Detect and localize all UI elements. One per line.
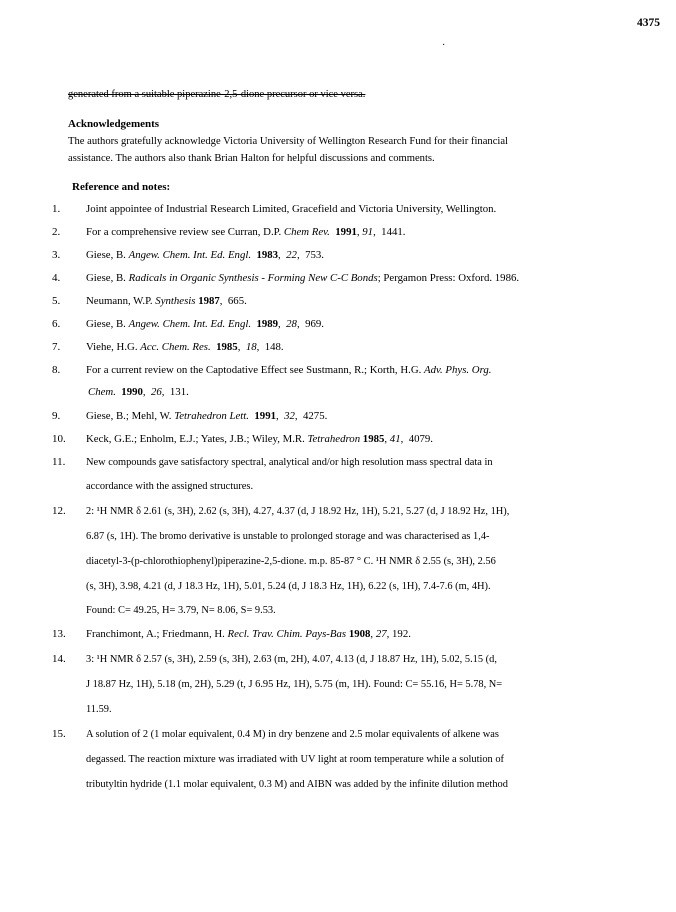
acknowledgements-line: The authors gratefully acknowledge Victoria University of Wellington Research Fund for their financial (68, 136, 508, 147)
ref-number: 4. (52, 272, 61, 284)
ref-text: 11.59. (86, 704, 112, 715)
ref-text: (s, 3H), 3.98, 4.21 (d, J 18.3 Hz, 1H), 5.01, 5.24 (d, J 18.3 Hz, 1H), 6.22 (s, 1H), 7.4-7.6 (m, 4H). (86, 581, 491, 592)
ref-number: 7. (52, 341, 61, 353)
ref-number: 11. (52, 456, 66, 468)
ref-text: Giese, B. Angew. Chem. Int. Ed. Engl. 1989, 28, 969. (86, 318, 324, 330)
ref-number: 15. (52, 728, 66, 740)
ref-text: For a comprehensive review see Curran, D.P. Chem Rev. 1991, 91, 1441. (86, 226, 406, 238)
acknowledgements-line: assistance. The authors also thank Brian Halton for helpful discussions and comments. (68, 153, 435, 164)
carryover-text: generated from a suitable piperazine-2,5-dione precursor or vice versa. (68, 89, 366, 100)
ref-text: J 18.87 Hz, 1H), 5.18 (m, 2H), 5.29 (t, J 6.95 Hz, 1H), 5.75 (m, 1H). Found: C= 55.16, H= 5.78, N= (86, 679, 503, 690)
ref-number: 1. (52, 203, 61, 215)
ref-number: 10. (52, 433, 66, 445)
ref-text: 2: ¹H NMR δ 2.61 (s, 3H), 2.62 (s, 3H), 4.27, 4.37 (d, J 18.92 Hz, 1H), 5.21, 5.27 (d, J 18.92 Hz, 1H), (86, 506, 510, 517)
ref-text: 6.87 (s, 1H). The bromo derivative is unstable to prolonged storage and was characterised as 1,4- (86, 531, 490, 542)
ref-text: accordance with the assigned structures. (86, 481, 254, 492)
ref-number: 5. (52, 295, 61, 307)
ref-number: 14. (52, 653, 66, 665)
ref-text: Chem. 1990, 26, 131. (88, 386, 189, 398)
ref-number: 6. (52, 318, 61, 330)
ref-number: 8. (52, 364, 61, 376)
ref-text: 3: ¹H NMR δ 2.57 (s, 3H), 2.59 (s, 3H), 2.63 (m, 2H), 4.07, 4.13 (d, J 18.87 Hz, 1H), 5.02, 5.15 (d, (86, 654, 497, 665)
references-heading: Reference and notes: (72, 181, 171, 193)
ref-number: 3. (52, 249, 61, 261)
ref-text: tributyltin hydride (1.1 molar equivalent, 0.3 M) and AIBN was added by the infinite dilution method (86, 779, 508, 790)
ref-number: 9. (52, 410, 61, 422)
ref-number: 12. (52, 505, 66, 517)
acknowledgements-heading: Acknowledgements (68, 118, 160, 130)
ref-text: degassed. The reaction mixture was irradiated with UV light at room temperature while a solution of (86, 754, 505, 765)
page-number: 4375 (637, 17, 660, 29)
ref-text: Giese, B. Angew. Chem. Int. Ed. Engl. 1983, 22, 753. (86, 249, 324, 261)
ref-text: Found: C= 49.25, H= 3.79, N= 8.06, S= 9.53. (86, 605, 276, 616)
ref-number: 13. (52, 628, 66, 640)
ref-text: Giese, B. Radicals in Organic Synthesis - Forming New C-C Bonds; Pergamon Press: Oxford. 1986. (86, 272, 520, 284)
ref-text: New compounds gave satisfactory spectral, analytical and/or high resolution mass spectral data in (86, 457, 493, 468)
ref-text: Franchimont, A.; Friedmann, H. Recl. Trav. Chim. Pays-Bas 1908, 27, 192. (86, 628, 411, 640)
ref-text: Viehe, H.G. Acc. Chem. Res. 1985, 18, 148. (86, 341, 284, 353)
ref-text: Keck, G.E.; Enholm, E.J.; Yates, J.B.; Wiley, M.R. Tetrahedron 1985, 41, 4079. (86, 433, 433, 445)
ref-text: For a current review on the Captodative Effect see Sustmann, R.; Korth, H.G. Adv. Phys. Org. (86, 364, 492, 376)
ref-text: Joint appointee of Industrial Research Limited, Gracefield and Victoria University, Wellington. (86, 203, 497, 215)
ref-text: Neumann, W.P. Synthesis 1987, 665. (86, 295, 247, 307)
stray-mark: · (442, 40, 446, 51)
ref-text: Giese, B.; Mehl, W. Tetrahedron Lett. 1991, 32, 4275. (86, 410, 328, 422)
ref-number: 2. (52, 226, 61, 238)
ref-text: A solution of 2 (1 molar equivalent, 0.4 M) in dry benzene and 2.5 molar equivalents of alkene was (86, 729, 499, 740)
ref-text: diacetyl-3-(p-chlorothiophenyl)piperazine-2,5-dione. m.p. 85-87 ° C. ¹H NMR δ 2.55 (s, 3H), 2.56 (86, 556, 496, 567)
